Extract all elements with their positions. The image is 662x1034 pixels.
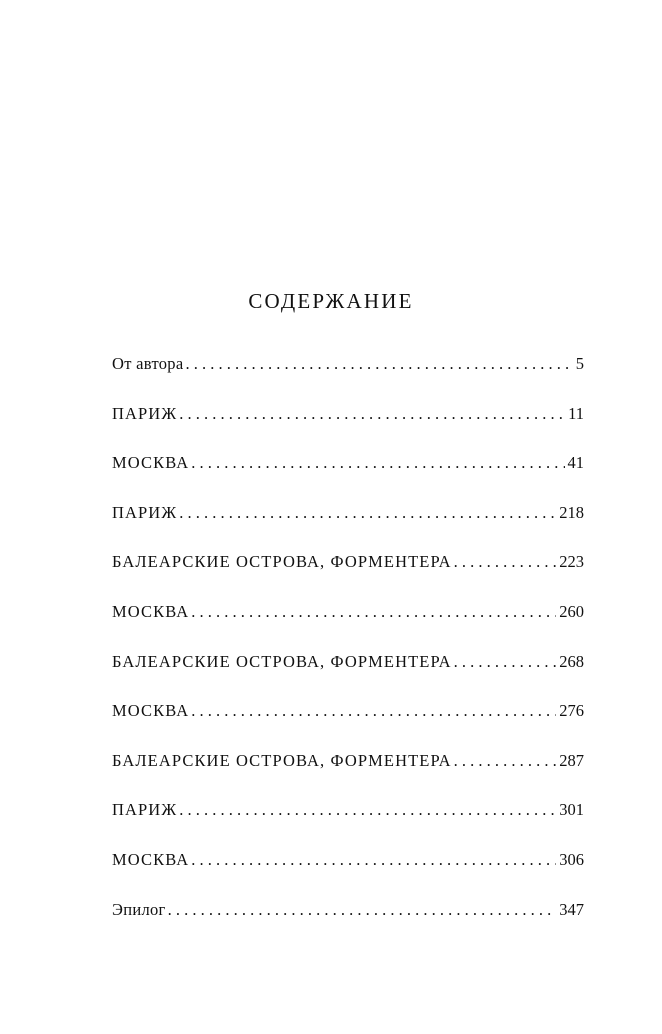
- toc-entry-page: 276: [559, 701, 584, 721]
- toc-entry-page: 260: [559, 601, 584, 621]
- toc-entry-label: Эпилог: [112, 899, 166, 919]
- toc-entry-label: МОСКВА: [112, 453, 190, 473]
- toc-entry-page: 223: [559, 552, 584, 572]
- dot-leader: [185, 346, 572, 382]
- dot-leader: [191, 594, 556, 630]
- toc-entry-page: 268: [559, 651, 584, 671]
- toc-entry: [112, 445, 584, 495]
- toc-entry-label: БАЛЕАРСКИЕ ОСТРОВА, ФОРМЕНТЕРА: [112, 651, 452, 671]
- toc-entry-label: БАЛЕАРСКИЕ ОСТРОВА, ФОРМЕНТЕРА: [112, 750, 452, 770]
- toc-entry: [112, 594, 584, 644]
- dot-leader: [168, 892, 557, 928]
- toc-entry-page: 5: [575, 354, 584, 373]
- toc-entry: [112, 792, 584, 842]
- toc-entry: [112, 892, 584, 942]
- toc-entry: [112, 644, 584, 694]
- toc-entry-label: От автора: [112, 354, 184, 373]
- dot-leader: [454, 544, 557, 580]
- toc-entry-label: ПАРИЖ: [112, 800, 178, 820]
- toc-title: СОДЕРЖАНИЕ: [248, 289, 414, 313]
- dot-leader: [179, 495, 556, 531]
- dot-leader: [454, 644, 557, 680]
- toc-entry-page: 301: [559, 800, 584, 820]
- toc-entry: [112, 346, 584, 396]
- toc-entry: [112, 743, 584, 793]
- toc-entry-page: 11: [568, 403, 584, 423]
- toc-entry: [112, 693, 584, 743]
- toc-entry: [112, 396, 584, 446]
- toc-entry-page: 347: [559, 899, 584, 919]
- toc-entry-label: МОСКВА: [112, 601, 190, 621]
- dot-leader: [191, 842, 556, 878]
- toc-entry: [112, 495, 584, 545]
- toc-entry-page: 218: [559, 502, 584, 522]
- table-of-contents: [112, 346, 584, 941]
- toc-entry-label: ПАРИЖ: [112, 502, 178, 522]
- toc-entry-label: МОСКВА: [112, 849, 190, 869]
- toc-entry-page: 306: [559, 849, 584, 869]
- toc-entry-label: ПАРИЖ: [112, 403, 178, 423]
- toc-entry: [112, 842, 584, 892]
- toc-entry: [112, 544, 584, 594]
- toc-entry-page: 41: [567, 453, 584, 473]
- dot-leader: [179, 396, 565, 432]
- dot-leader: [179, 792, 556, 828]
- dot-leader: [454, 743, 557, 779]
- dot-leader: [191, 445, 564, 481]
- toc-entry-label: БАЛЕАРСКИЕ ОСТРОВА, ФОРМЕНТЕРА: [112, 552, 452, 572]
- dot-leader: [191, 693, 556, 729]
- toc-entry-label: МОСКВА: [112, 701, 190, 721]
- toc-entry-page: 287: [559, 750, 584, 770]
